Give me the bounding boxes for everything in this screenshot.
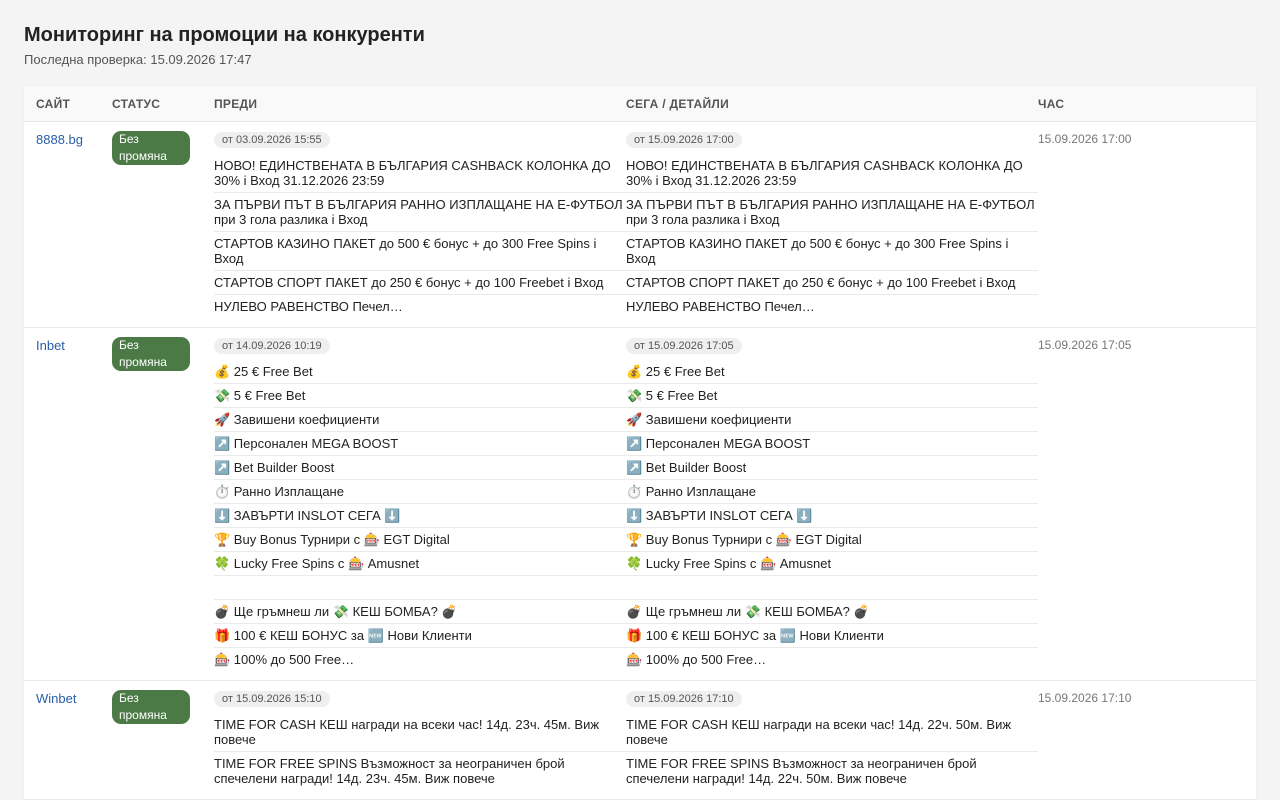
header-status: СТАТУС bbox=[100, 87, 202, 122]
before-date-chip: от 15.09.2026 15:10 bbox=[214, 691, 330, 707]
promo-item bbox=[214, 576, 626, 600]
after-cell bbox=[614, 681, 1026, 800]
promo-item: 💰 25 € Free Bet bbox=[214, 360, 626, 384]
promo-item: СТАРТОВ КАЗИНО ПАКЕТ до 500 € бонус + до 300 Free Spins і Вход bbox=[214, 232, 626, 271]
before-cell bbox=[202, 328, 614, 681]
before-promo-list bbox=[214, 360, 626, 671]
promo-item: ↗️ Bet Builder Boost bbox=[626, 456, 1038, 480]
table-header-row bbox=[24, 87, 1256, 122]
header-after: СЕГА / ДЕТАЙЛИ bbox=[614, 87, 1026, 122]
header-site: САЙТ bbox=[24, 87, 100, 122]
monitoring-table-card bbox=[24, 87, 1256, 800]
site-cell bbox=[24, 122, 100, 328]
header-before: ПРЕДИ bbox=[202, 87, 614, 122]
page-title: Мониторинг на промоции на конкуренти bbox=[24, 24, 425, 46]
after-cell bbox=[614, 122, 1035, 328]
promo-item: НОВО! ЕДИНСТВЕНАТА В БЪЛГАРИЯ CASHBACK КОЛОНКА ДО 30% і Вход 31.12.2026 23:59 bbox=[626, 154, 1038, 193]
check-time: 15.09.2026 17:10 bbox=[1038, 691, 1132, 705]
promo-item: СТАРТОВ СПОРТ ПАКЕТ до 250 € бонус + до 100 Freebet і Вход bbox=[214, 271, 626, 295]
promo-item: НОВО! ЕДИНСТВЕНАТА В БЪЛГАРИЯ CASHBACK КОЛОНКА ДО 30% і Вход 31.12.2026 23:59 bbox=[214, 154, 626, 193]
promo-item: TIME FOR FREE SPINS Възможност за неограничен брой спечелени награди! 14д. 23ч. 45м. Виж повече bbox=[214, 756, 565, 786]
promo-item: 🎰 100% до 500 Free… bbox=[214, 652, 355, 667]
promo-item: ↗️ Bet Builder Boost bbox=[214, 456, 626, 480]
promo-item: ЗА ПЪРВИ ПЪТ В БЪЛГАРИЯ РАННО ИЗПЛАЩАНЕ НА Е-ФУТБОЛ при 3 гола разлика і Вход bbox=[626, 193, 1038, 232]
promo-item: ⬇️ ЗАВЪРТИ INSLOT СЕГА ⬇️ bbox=[214, 504, 626, 528]
promo-item: 🎁 100 € КЕШ БОНУС за 🆕 Нови Клиенти bbox=[214, 624, 626, 648]
check-time: 15.09.2026 17:00 bbox=[1038, 132, 1132, 146]
promo-item: TIME FOR CASH КЕШ награди на всеки час! 14д. 22ч. 50м. Виж повече bbox=[626, 713, 1038, 752]
after-promo-list bbox=[626, 713, 1038, 790]
before-cell bbox=[202, 122, 623, 328]
promo-item: СТАРТОВ КАЗИНО ПАКЕТ до 500 € бонус + до 300 Free Spins і Вход bbox=[626, 232, 1038, 271]
header-time: ЧАС bbox=[1026, 87, 1256, 122]
promo-item: НУЛЕВО РАВЕНСТВО Печел… bbox=[626, 299, 815, 314]
after-cell bbox=[614, 328, 1026, 681]
promo-item bbox=[626, 576, 1038, 600]
site-cell bbox=[24, 681, 100, 800]
check-time: 15.09.2026 17:05 bbox=[1038, 338, 1132, 352]
promo-item: TIME FOR FREE SPINS Възможност за неограничен брой спечелени награди! 14д. 22ч. 50м. Виж повече bbox=[626, 756, 977, 786]
promo-item: 💰 25 € Free Bet bbox=[626, 360, 1038, 384]
promo-item: ⏱️ Ранно Изплащане bbox=[626, 480, 1038, 504]
before-date-chip: от 03.09.2026 15:55 bbox=[214, 132, 330, 148]
status-cell bbox=[100, 681, 202, 800]
status-cell bbox=[100, 122, 202, 328]
promo-item: 💸 5 € Free Bet bbox=[626, 384, 1038, 408]
site-link[interactable]: Winbet bbox=[36, 691, 77, 706]
promo-item: 💣 Ще гръмнеш ли 💸 КЕШ БОМБА? 💣 bbox=[626, 600, 1038, 624]
promo-item: СТАРТОВ СПОРТ ПАКЕТ до 250 € бонус + до 100 Freebet і Вход bbox=[626, 271, 1038, 295]
status-badge: Без промяна bbox=[112, 337, 190, 371]
promo-item: 🍀 Lucky Free Spins с 🎰 Amusnet bbox=[214, 552, 626, 576]
promo-item: 💸 5 € Free Bet bbox=[214, 384, 626, 408]
after-promo-list bbox=[626, 154, 1038, 318]
after-date-chip: от 15.09.2026 17:10 bbox=[626, 691, 742, 707]
promo-item: TIME FOR CASH КЕШ награди на всеки час! 14д. 23ч. 45м. Виж повече bbox=[214, 713, 626, 752]
promo-item: 🍀 Lucky Free Spins с 🎰 Amusnet bbox=[626, 552, 1038, 576]
status-cell bbox=[100, 328, 202, 681]
table-row bbox=[24, 328, 1256, 681]
promo-item: 🏆 Buy Bonus Турнири с 🎰 EGT Digital bbox=[214, 528, 626, 552]
status-badge: Без промяна bbox=[112, 131, 190, 165]
table-row bbox=[24, 681, 1256, 800]
before-date-chip: от 14.09.2026 10:19 bbox=[214, 338, 330, 354]
before-promo-list bbox=[214, 154, 626, 318]
status-badge: Без промяна bbox=[112, 690, 190, 724]
before-cell bbox=[202, 681, 614, 800]
after-date-chip: от 15.09.2026 17:05 bbox=[626, 338, 742, 354]
site-link[interactable]: Inbet bbox=[36, 338, 65, 353]
time-cell bbox=[1026, 122, 1256, 328]
after-promo-list bbox=[626, 360, 1038, 671]
table-row bbox=[24, 122, 1256, 328]
promo-item: ЗА ПЪРВИ ПЪТ В БЪЛГАРИЯ РАННО ИЗПЛАЩАНЕ НА Е-ФУТБОЛ при 3 гола разлика і Вход bbox=[214, 193, 626, 232]
time-cell bbox=[1026, 328, 1256, 681]
time-cell bbox=[1026, 681, 1256, 800]
after-date-chip: от 15.09.2026 17:00 bbox=[626, 132, 742, 148]
monitoring-table bbox=[24, 87, 1256, 800]
promo-item: 🚀 Завишени коефициенти bbox=[626, 408, 1038, 432]
site-link[interactable]: 8888.bg bbox=[36, 132, 83, 147]
last-check-text: Последна проверка: 15.09.2026 17:47 bbox=[24, 52, 252, 67]
promo-item: 🏆 Buy Bonus Турнири с 🎰 EGT Digital bbox=[626, 528, 1038, 552]
promo-item: ⬇️ ЗАВЪРТИ INSLOT СЕГА ⬇️ bbox=[626, 504, 1038, 528]
promo-item: 🚀 Завишени коефициенти bbox=[214, 408, 626, 432]
site-cell bbox=[24, 328, 100, 681]
promo-item: 💣 Ще гръмнеш ли 💸 КЕШ БОМБА? 💣 bbox=[214, 600, 626, 624]
promo-item: 🎰 100% до 500 Free… bbox=[626, 652, 767, 667]
before-promo-list bbox=[214, 713, 626, 790]
promo-item: ↗️ Персонален MEGA BOOST bbox=[214, 432, 626, 456]
promo-item: 🎁 100 € КЕШ БОНУС за 🆕 Нови Клиенти bbox=[626, 624, 1038, 648]
promo-item: ↗️ Персонален MEGA BOOST bbox=[626, 432, 1038, 456]
promo-item: НУЛЕВО РАВЕНСТВО Печел… bbox=[214, 299, 403, 314]
promo-item: ⏱️ Ранно Изплащане bbox=[214, 480, 626, 504]
